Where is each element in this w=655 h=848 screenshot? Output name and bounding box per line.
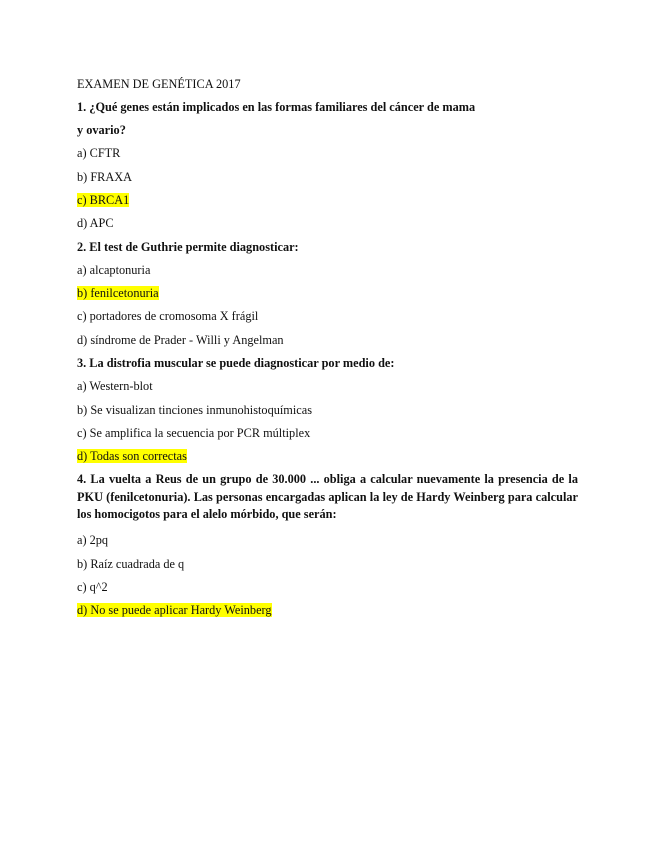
option-label: a) alcaptonuria [77,262,151,277]
question-text: 4. La vuelta a Reus de un grupo de 30.000 ... obliga a calcular nuevamente la presencia de la PKU (fenilcetonuria). Las personas encargadas aplican la ley de Hardy Weinberg para calcular los homocigotos para el alelo mórbido, que serán: [77,472,578,522]
option [77,142,578,165]
option [77,305,578,328]
option [77,329,578,352]
option-label: a) CFTR [77,146,121,161]
option [77,375,578,398]
option-label: d) Todas son correctas [77,449,187,464]
option-label: d) APC [77,216,114,231]
option [77,422,578,445]
option-label: b) Se visualizan tinciones inmunohistoquímicas [77,402,312,417]
option-label: d) No se puede aplicar Hardy Weinberg [77,603,272,618]
option-label: c) portadores de cromosoma X frágil [77,309,259,324]
exam-title: EXAMEN DE GENÉTICA 2017 [77,76,241,91]
question-text: 1. ¿Qué genes están implicados en las formas familiares del cáncer de mama [77,99,476,114]
question-text: y ovario? [77,123,126,138]
option [77,212,578,235]
option-label: b) fenilcetonuria [77,286,159,301]
option-correct [77,445,578,468]
option-correct [77,189,578,212]
question-text: 2. El test de Guthrie permite diagnosticar: [77,239,299,254]
question-text: 3. La distrofia muscular se puede diagnosticar por medio de: [77,356,395,371]
option-label: c) Se amplifica la secuencia por PCR múltiplex [77,425,311,440]
exam-document [77,73,578,623]
question-3 [77,352,578,468]
option [77,529,578,552]
option [77,259,578,282]
option-label: c) BRCA1 [77,192,130,207]
option [77,553,578,576]
question-2 [77,236,578,352]
option-correct [77,599,578,622]
option-correct [77,282,578,305]
option-label: c) q^2 [77,579,108,594]
option [77,399,578,422]
option-label: b) FRAXA [77,169,132,184]
option-label: a) 2pq [77,533,109,548]
question-1 [77,96,578,236]
option [77,166,578,189]
option-label: a) Western-blot [77,379,153,394]
option-label: b) Raíz cuadrada de q [77,556,185,571]
option-label: d) síndrome de Prader - Willi y Angelman [77,332,284,347]
question-4 [77,471,578,622]
option [77,576,578,599]
